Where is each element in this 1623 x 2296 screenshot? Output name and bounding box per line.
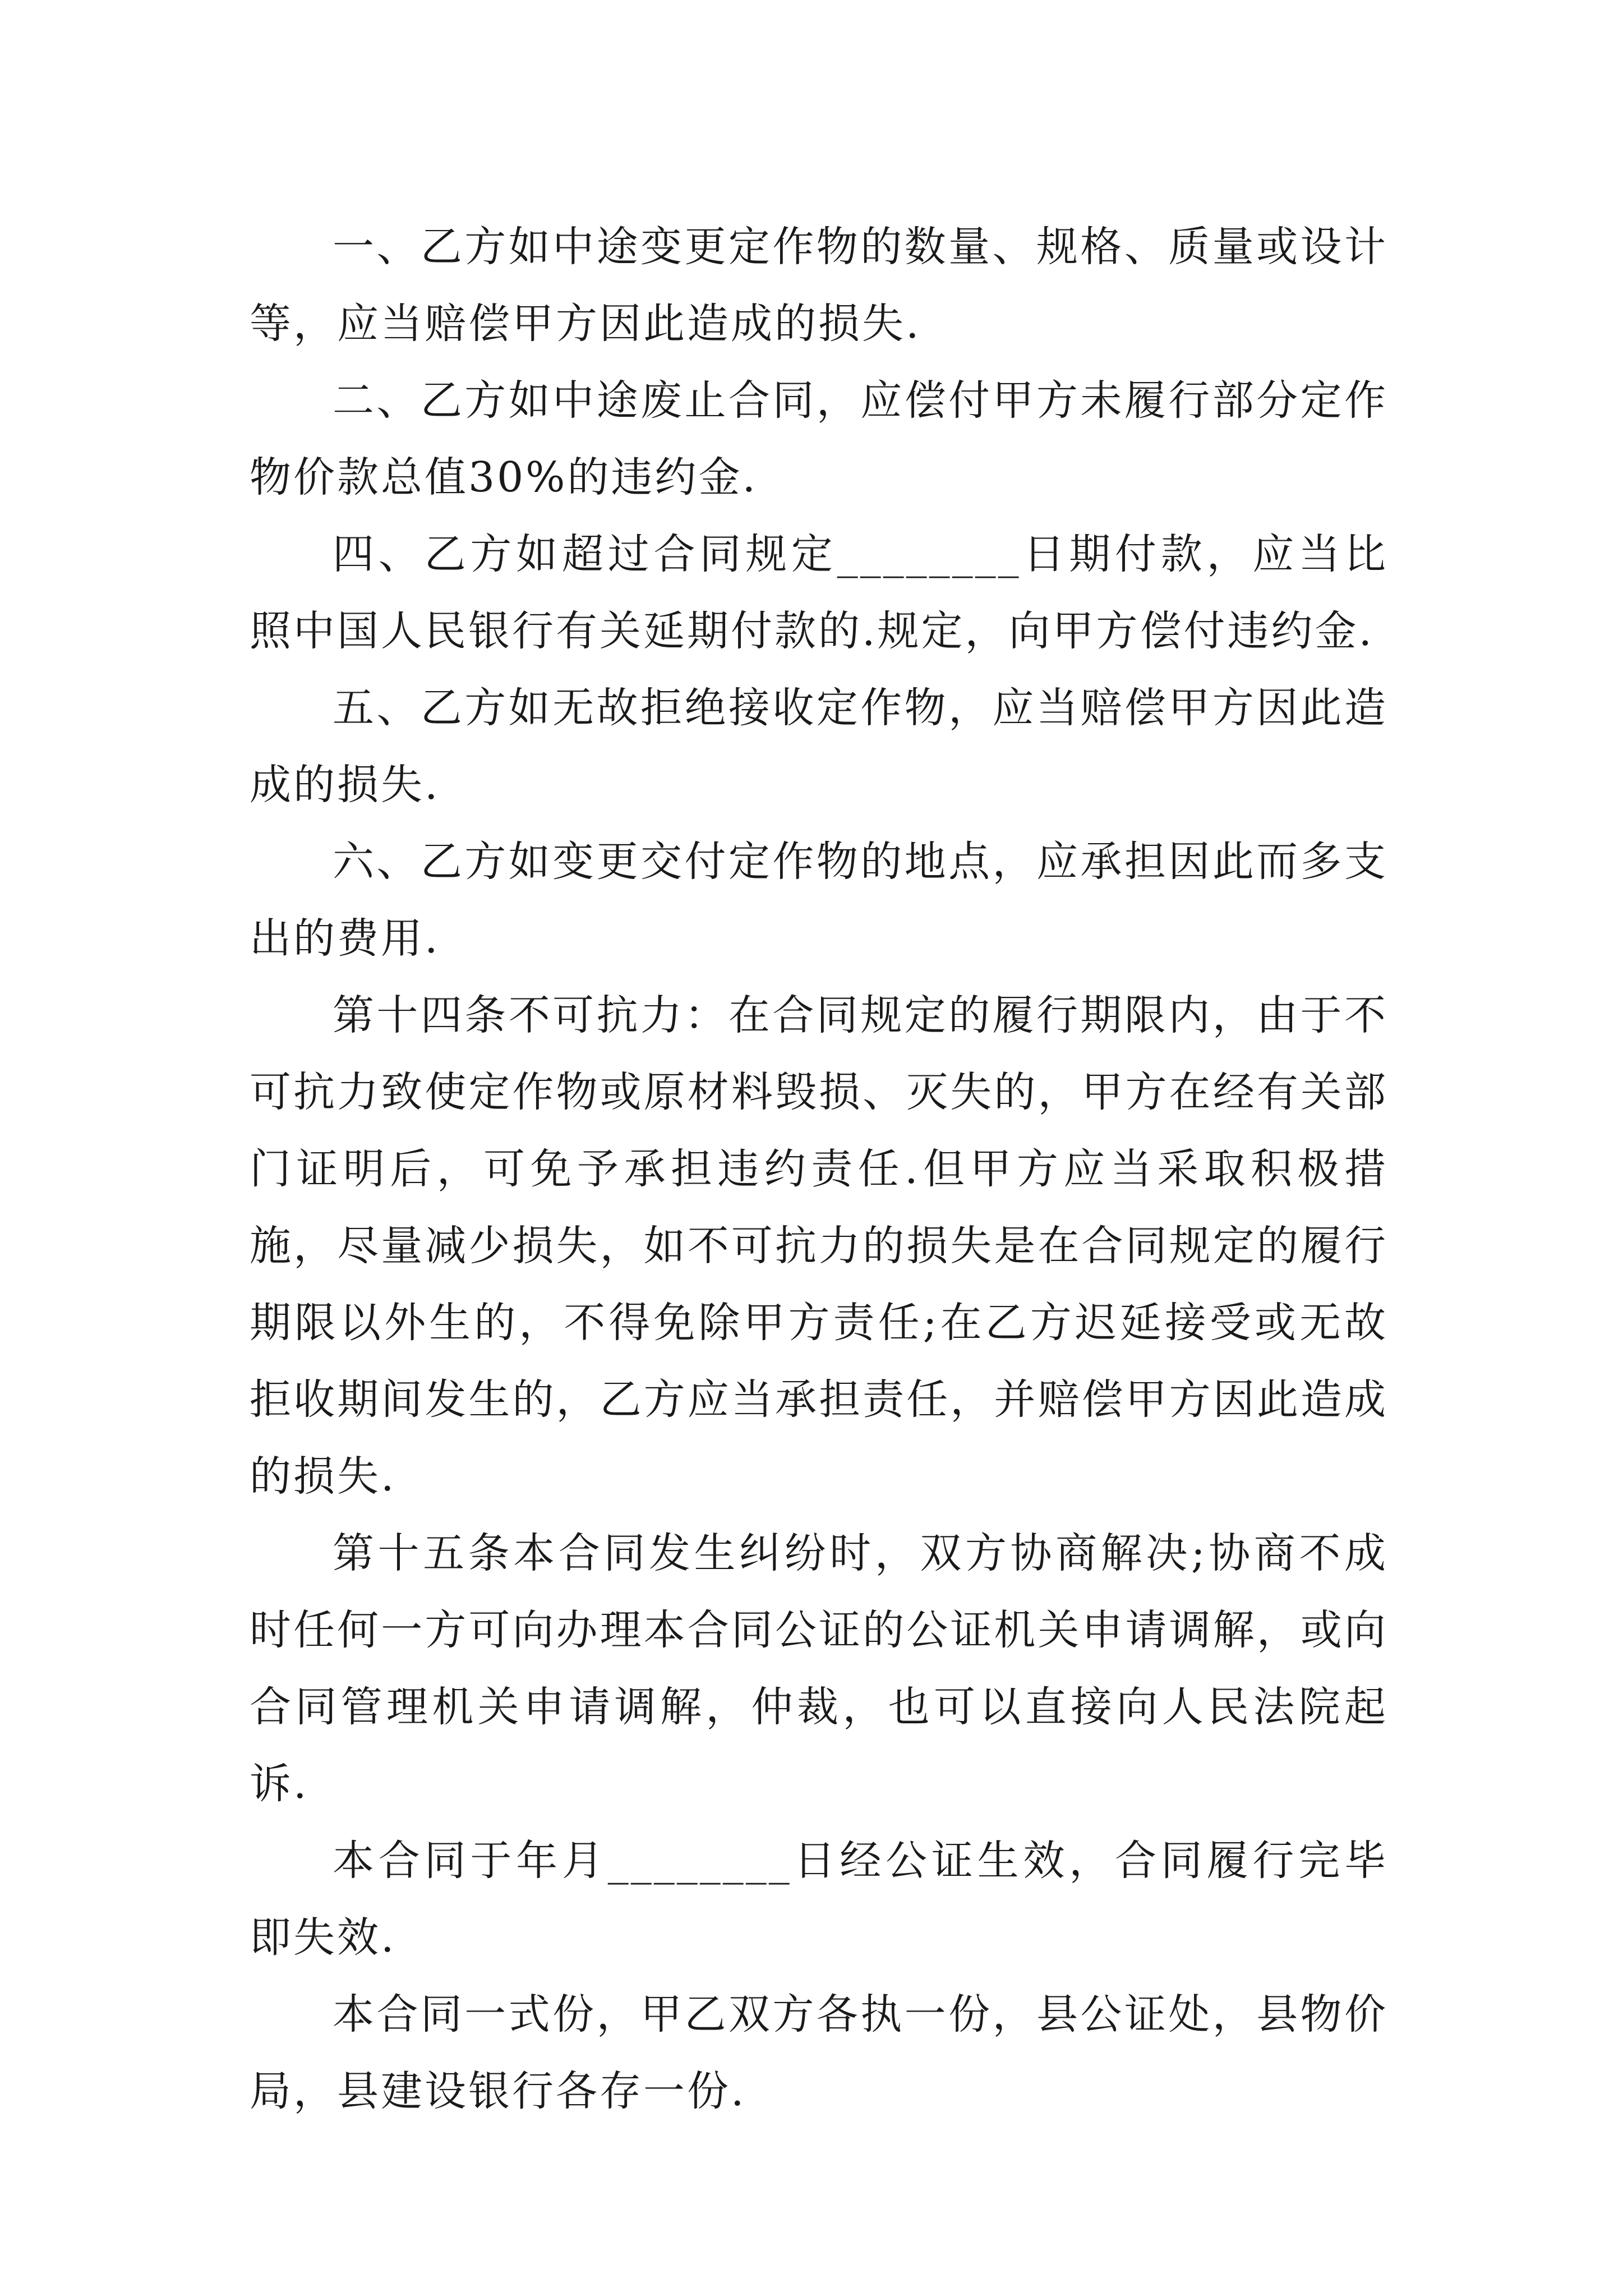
article-15-disputes: 第十五条本合同发生纠纷时，双方协商解决;协商不成时任何一方可向办理本合同公证的公证机关申请调解，或向合同管理机关申请调解，仲裁，也可以直接向人民法院起诉. xyxy=(250,1529,1388,1808)
clause-paragraph-4: 四、乙方如超过合同规定________日期付款，应当比照中国人民银行有关延期付款的.规定，向甲方偿付违约金. xyxy=(250,530,1388,655)
clause-paragraph-2: 二、乙方如中途废止合同，应偿付甲方未履行部分定作物价款总值30%的违约金. xyxy=(250,376,1388,501)
effective-date-paragraph: 本合同于年月________日经公证生效，合同履行完毕即失效. xyxy=(250,1837,1388,1962)
article-14-force-majeure: 第十四条不可抗力：在合同规定的履行期限内，由于不可抗力致使定作物或原材料毁损、灭失的，甲方在经有关部门证明后，可免予承担违约责任.但甲方应当采取积极措施，尽量减少损失，如不可抗力的损失是在合同规定的履行期限以外生的，不得免除甲方责任;在乙方迟延接受或无故拒收期间发生的，乙方应当承担责任，并赔偿甲方因此造成的损失. xyxy=(250,991,1388,1501)
copies-paragraph: 本合同一式份，甲乙双方各执一份，县公证处，县物价局，县建设银行各存一份. xyxy=(250,1990,1388,2115)
clause-paragraph-6: 六、乙方如变更交付定作物的地点，应承担因此而多支出的费用. xyxy=(250,838,1388,963)
document-body xyxy=(250,209,1388,2130)
clause-paragraph-1: 一、乙方如中途变更定作物的数量、规格、质量或设计等，应当赔偿甲方因此造成的损失. xyxy=(250,223,1388,348)
clause-paragraph-5: 五、乙方如无故拒绝接收定作物，应当赔偿甲方因此造成的损失. xyxy=(250,684,1388,809)
